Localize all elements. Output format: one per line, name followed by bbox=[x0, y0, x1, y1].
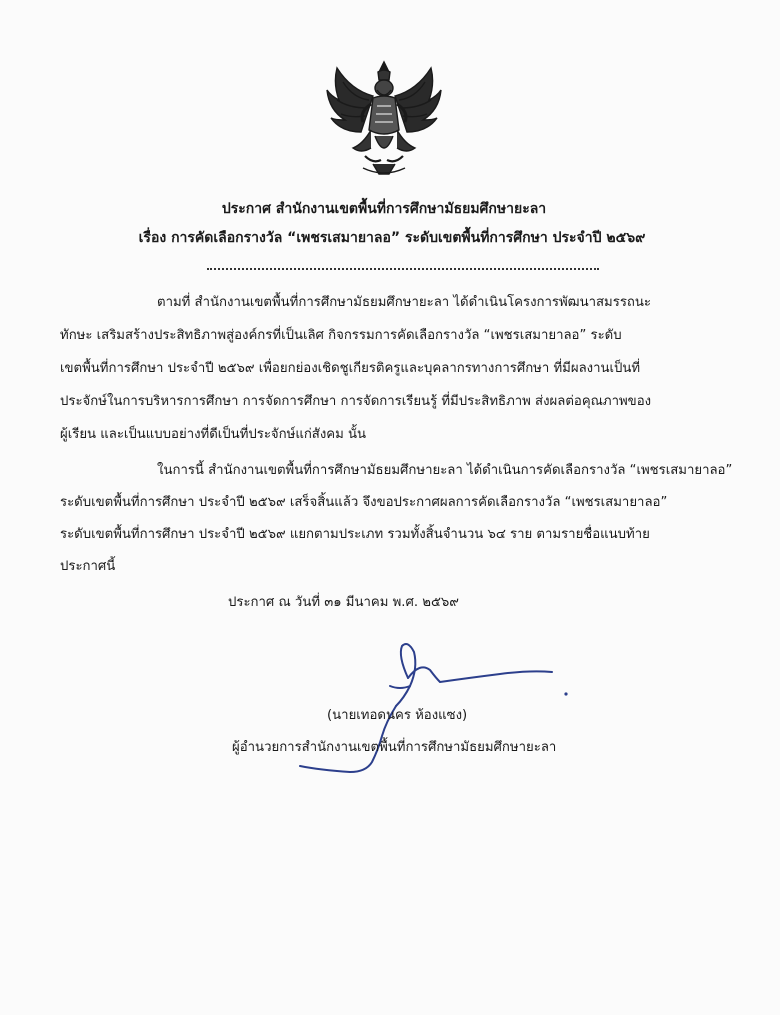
paragraph-line: ระดับเขตพื้นที่การศึกษา ประจำปี ๒๕๖๙ เสร็จสิ้นแล้ว จึงขอประกาศผลการคัดเลือกรางวัล “เพชรเสมายาลอ” bbox=[60, 495, 668, 510]
paragraph-line: ทักษะ เสริมสร้างประสิทธิภาพสู่องค์กรที่เป็นเลิศ กิจกรรมการคัดเลือกรางวัล “เพชรเสมายาลอ” ระดับ bbox=[60, 328, 622, 343]
signatory-name: (นายเทอดนคร ห้องแซง) bbox=[327, 708, 468, 723]
paragraph-line: ในการนี้ สำนักงานเขตพื้นที่การศึกษามัธยมศึกษายะลา ได้ดำเนินการคัดเลือกรางวัล “เพชรเสมายาลอ” bbox=[157, 463, 733, 478]
paragraph-line: ประกาศนี้ bbox=[60, 559, 116, 574]
announcement-date: ประกาศ ณ วันที่ ๓๑ มีนาคม พ.ศ. ๒๕๖๙ bbox=[228, 595, 459, 610]
paragraph-line: ผู้เรียน และเป็นแบบอย่างที่ดีเป็นที่ประจักษ์แก่สังคม นั้น bbox=[60, 427, 367, 442]
paragraph-line: เขตพื้นที่การศึกษา ประจำปี ๒๕๖๙ เพื่อยกย่องเชิดชูเกียรติครูและบุคลากรทางการศึกษา ที่มีผลงานเป็นที่ bbox=[60, 361, 641, 376]
paragraph-line: ประจักษ์ในการบริหารการศึกษา การจัดการศึกษา การจัดการเรียนรู้ ที่มีประสิทธิภาพ ส่งผลต่อคุณภาพของ bbox=[60, 394, 652, 409]
announcement-title: ประกาศ สำนักงานเขตพื้นที่การศึกษามัธยมศึกษายะลา bbox=[221, 201, 547, 217]
announcement-subject: เรื่อง การคัดเลือกรางวัล “เพชรเสมายาลอ” ระดับเขตพื้นที่การศึกษา ประจำปี ๒๕๖๙ bbox=[138, 230, 646, 246]
paragraph-line: ระดับเขตพื้นที่การศึกษา ประจำปี ๒๕๖๙ แยกตามประเภท รวมทั้งสิ้นจำนวน ๖๔ ราย ตามรายชื่อแนบท้าย bbox=[60, 527, 650, 542]
dotted-separator bbox=[207, 258, 599, 270]
garuda-emblem-icon bbox=[323, 60, 445, 178]
signatory-position: ผู้อำนวยการสำนักงานเขตพื้นที่การศึกษามัธยมศึกษายะลา bbox=[232, 740, 557, 755]
paragraph-line: ตามที่ สำนักงานเขตพื้นที่การศึกษามัธยมศึกษายะลา ได้ดำเนินโครงการพัฒนาสมรรถนะ bbox=[157, 295, 651, 310]
